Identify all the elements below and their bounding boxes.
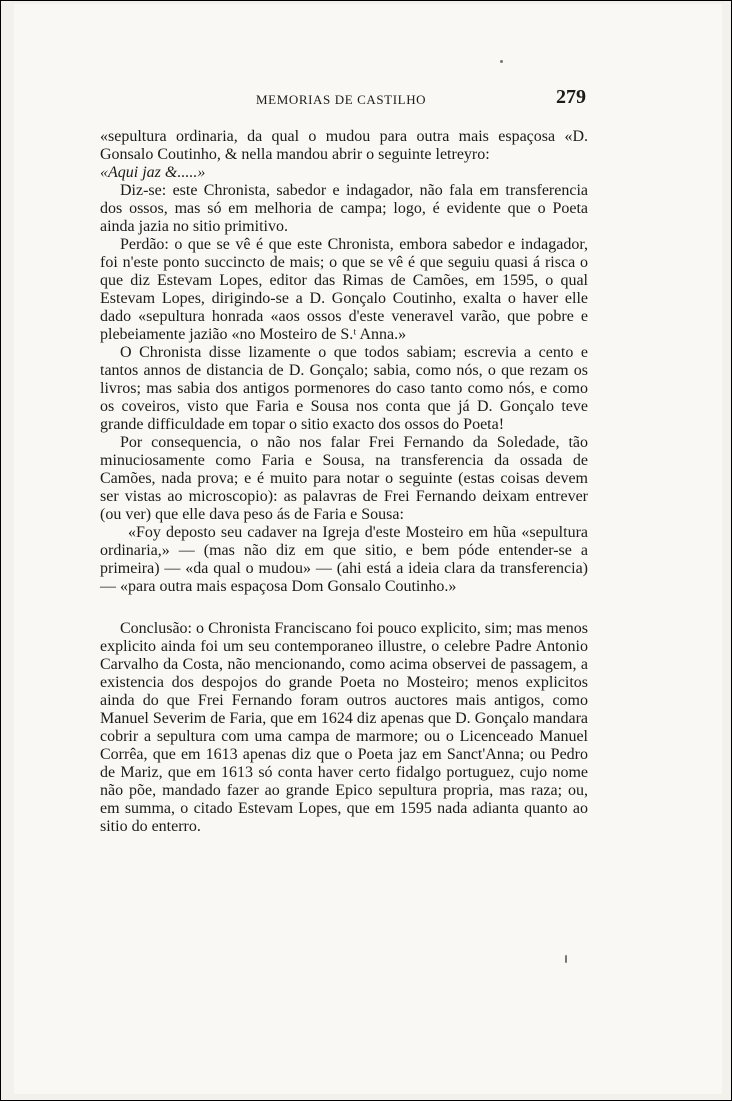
paragraph: «sepultura ordinaria, da qual o mudou para outra mais espaçosa «D. Gonsalo Coutinho, & nella mandou abrir o seguinte letreyro: [100, 128, 588, 163]
running-title: MEMORIAS DE CASTILHO [256, 92, 427, 107]
paragraph-quotation: «Foy deposto seu cadaver na Igreja d'este Mosteiro em hũa «sepultura ordinaria,» — (mas não diz em que sitio, e bem póde entender-se a primeira) — «da qual o mudou» — (ahi está a ideia clara da transferencia) — «para outra mais espaçosa Dom Gonsalo Coutinho.» [100, 524, 588, 595]
paragraph-gap [100, 596, 588, 620]
paragraph: Diz-se: este Chronista, sabedor e indagador, não fala em transferencia dos ossos, mas só em melhoria de campa; logo, é evidente que o Poeta ainda jazia no sitio primitivo. [100, 182, 588, 235]
paper-speck [500, 60, 503, 63]
paragraph: Perdão: o que se vê é que este Chronista, embora sabedor e indagador, foi n'este ponto succincto de mais; o que se vê é que seguiu quasi á risca o que diz Estevam Lopes, editor das Rimas de Camões, em 1595, o qual Estevam Lopes, dirigindo-se a D. Gonçalo Coutinho, exalta o haver elle dado «sepultura honrada «aos ossos d'este veneravel varão, que pobre e plebeiamente jazião «no Mosteiro de S.ᵗ Anna.» [100, 236, 588, 343]
paragraph: Por consequencia, o não nos falar Frei Fernando da Soledade, tão minuciosamente como Faria e Sousa, na transferencia da ossada de Camões, nada prova; e é muito para notar o seguinte (estas coisas devem ser vistas ao microscopio): as palavras de Frei Fernando deixam entrever (ou ver) que elle dava peso ás de Faria e Sousa: [100, 434, 588, 523]
page-header [256, 86, 586, 114]
page-number: 279 [556, 86, 586, 108]
paragraph-inscription: «Aqui jaz &.....» [100, 164, 206, 181]
paragraph: O Chronista disse lizamente o que todos sabiam; escrevia a cento e tantos annos de distancia de D. Gonçalo; sabia, como nós, o que rezam os livros; mas sabia dos antigos pormenores do caso tanto como nós, e como os coveiros, visto que Faria e Sousa nos conta que já D. Gonçalo teve grande difficuldade em topar o sitio exacto dos ossos do Poeta! [100, 344, 588, 433]
body-text [100, 128, 588, 836]
paragraph-conclusion: Conclusão: o Chronista Franciscano foi pouco explicito, sim; mas menos explicito ainda foi um seu contemporaneo illustre, o celebre Padre Antonio Carvalho da Costa, não mencionando, como acima observei de passagem, a existencia dos despojos do grande Poeta no Mosteiro; menos explicitos ainda do que Frei Fernando foram outros auctores mais antigos, como Manuel Severim de Faria, que em 1624 diz apenas que D. Gonçalo mandara cobrir a sepultura com uma campa de marmore; ou o Licenceado Manuel Corrêa, que em 1613 apenas diz que o Poeta jaz em Sanct'Anna; ou Pedro de Mariz, que em 1613 só conta haver certo fidalgo portuguez, cujo nome não põe, mandado fazer ao grande Epico sepultura propria, mas raza; ou, em summa, o citado Estevam Lopes, que em 1595 nada adianta quanto ao sitio do enterro. [100, 620, 588, 835]
paper-speck [565, 955, 567, 963]
